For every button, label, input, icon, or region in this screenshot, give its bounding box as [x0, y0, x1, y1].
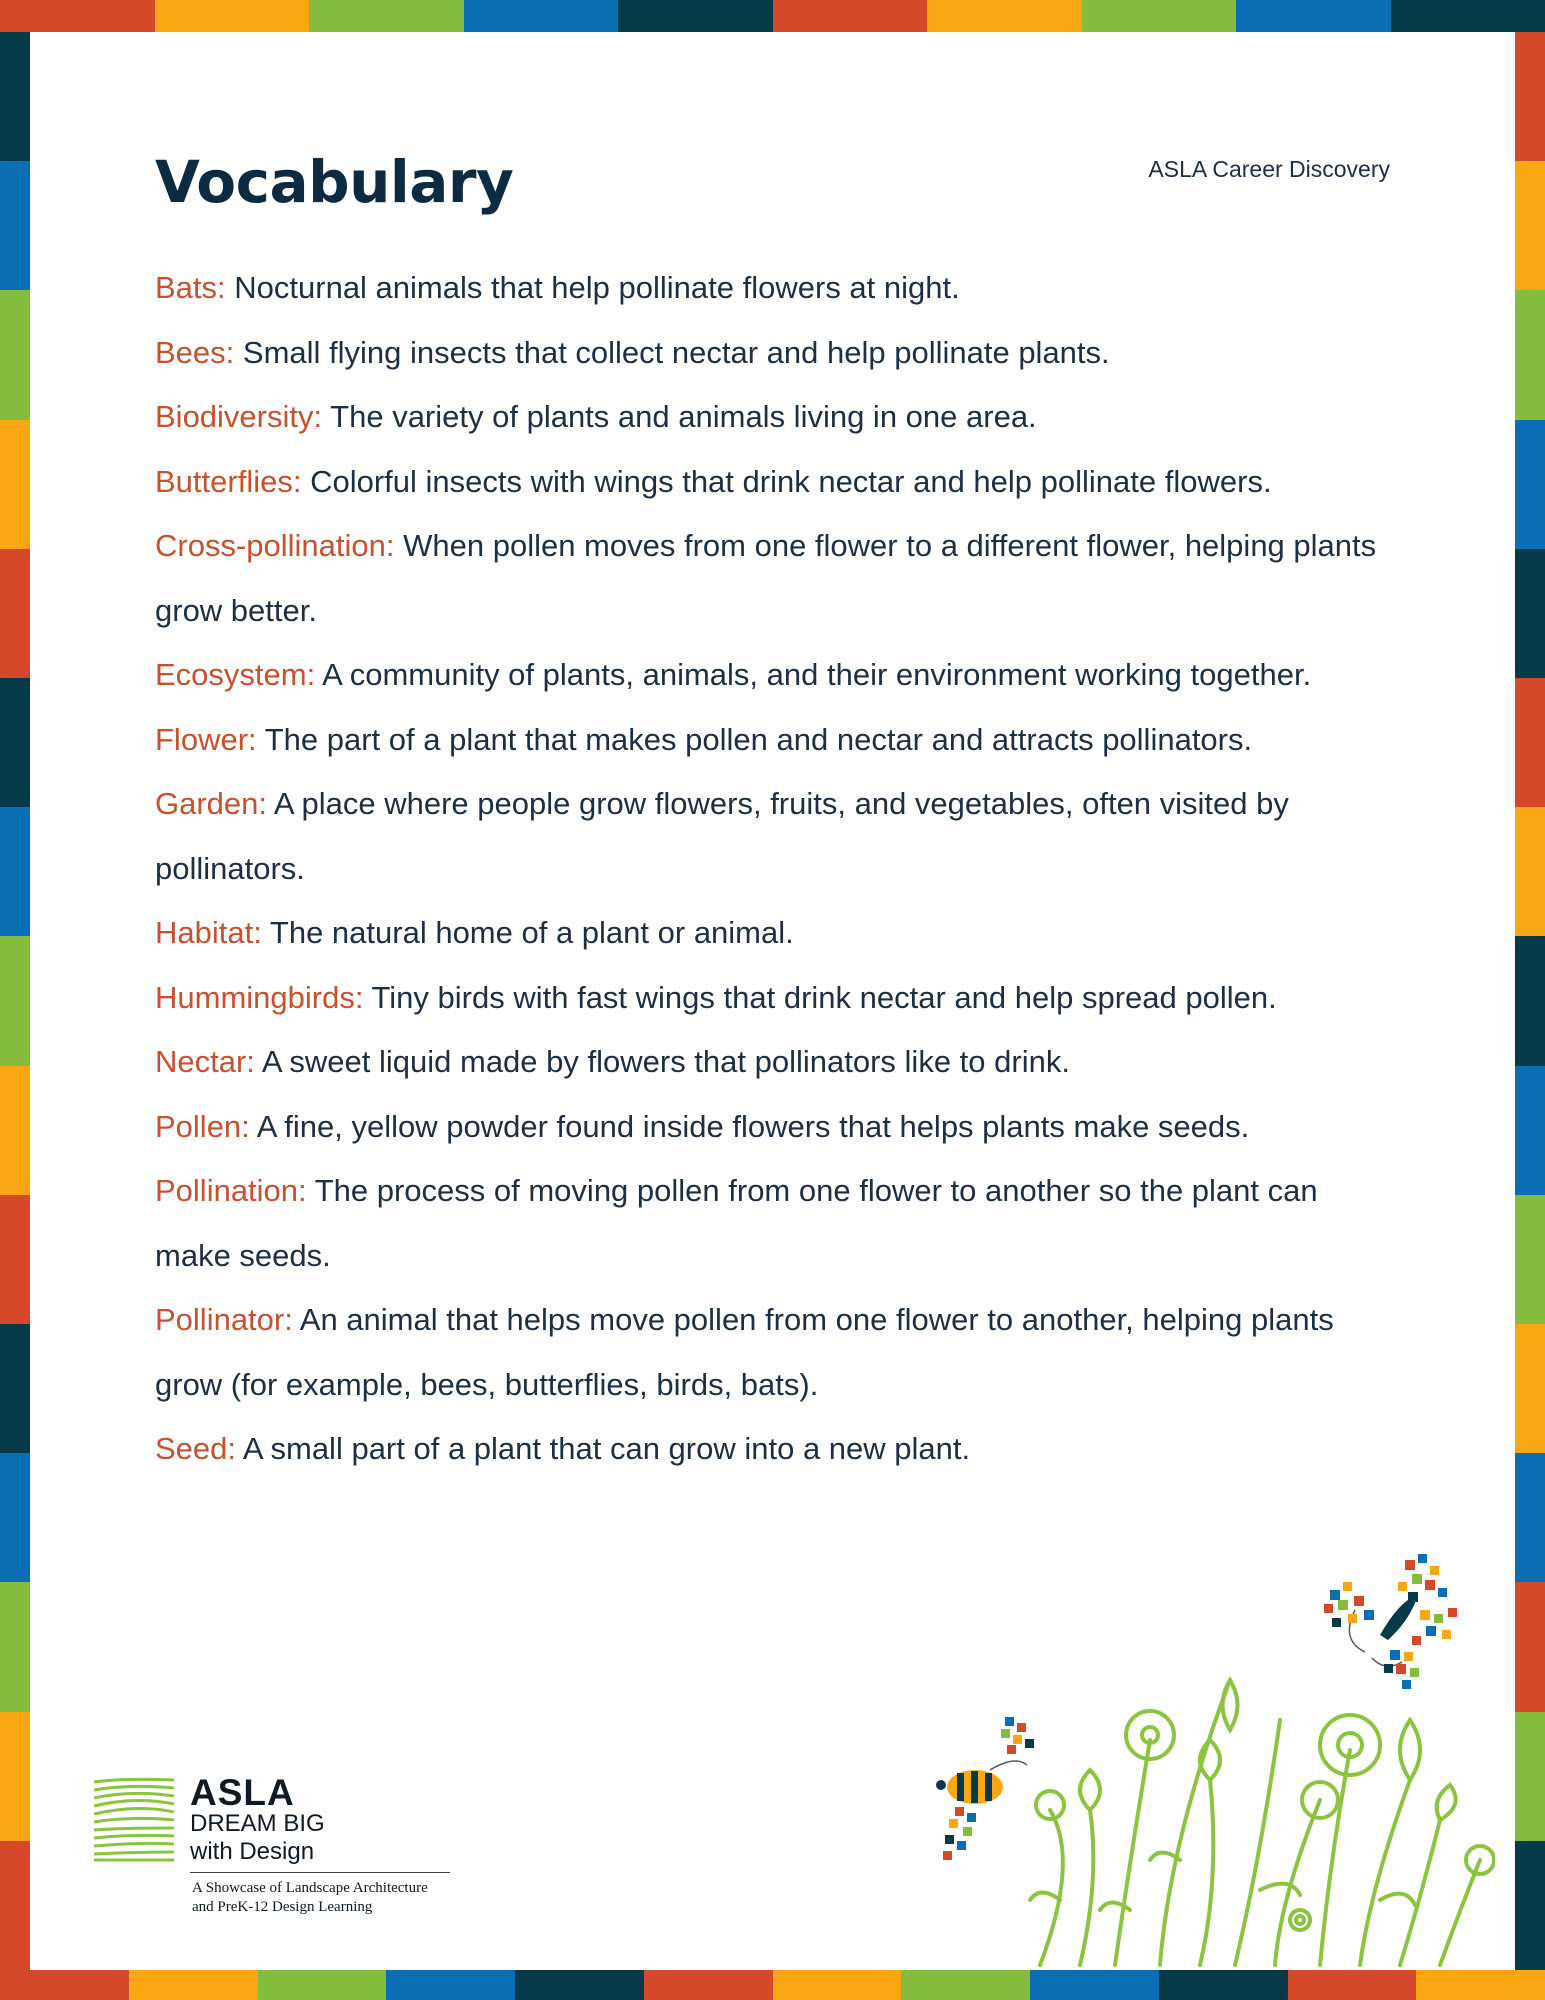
vocab-definition: A place where people grow flowers, fruits, and vegetables, often visited by pollinators.	[155, 786, 1289, 886]
border-right	[1515, 32, 1545, 1970]
vocab-term: Bees:	[155, 334, 235, 370]
vocab-definition: A fine, yellow powder found inside flowers that helps plants make seeds.	[249, 1108, 1250, 1144]
vocab-definition: The natural home of a plant or animal.	[261, 915, 794, 950]
vocab-term: Pollination:	[155, 1173, 307, 1208]
vocab-item	[155, 1288, 1385, 1417]
logo-line-1: DREAM BIG	[190, 1810, 325, 1837]
vocab-definition: The process of moving pollen from one flower to another so the plant can make seeds.	[155, 1173, 1318, 1273]
vocab-definition: A small part of a plant that can grow into a new plant.	[236, 1431, 971, 1466]
vocabulary-list	[155, 256, 1385, 1482]
vocab-item	[155, 385, 1385, 450]
vocab-definition: Tiny birds with fast wings that drink nectar and help spread pollen.	[363, 979, 1277, 1015]
vocab-definition: A community of plants, animals, and their environment working together.	[315, 657, 1312, 692]
vocab-term: Pollen:	[155, 1108, 250, 1144]
vocab-item	[155, 450, 1385, 515]
vocab-term: Bats:	[155, 270, 226, 305]
page-title: Vocabulary	[155, 148, 514, 216]
vocab-item	[155, 514, 1385, 643]
vocab-item	[155, 1030, 1385, 1095]
vocab-term: Biodiversity:	[155, 399, 323, 434]
vocab-item	[155, 643, 1385, 708]
vocab-definition: The part of a plant that makes pollen and nectar and attracts pollinators.	[256, 721, 1253, 757]
vocab-definition: The variety of plants and animals living in one area.	[322, 399, 1037, 434]
vocab-item	[155, 708, 1385, 773]
logo-asla: ASLA	[190, 1772, 295, 1813]
border-top	[0, 0, 1545, 32]
asla-logo	[92, 1772, 472, 1922]
flowers-illustration	[1020, 1660, 1495, 1970]
vocab-item	[155, 321, 1385, 386]
vocab-term: Pollinator:	[155, 1302, 293, 1337]
vocab-item	[155, 256, 1385, 321]
vocab-item	[155, 1095, 1385, 1160]
vocab-item	[155, 1159, 1385, 1288]
logo-tagline-1: A Showcase of Landscape Architecture	[192, 1880, 428, 1896]
vocab-item	[155, 1417, 1385, 1482]
vocab-item	[155, 966, 1385, 1031]
vocab-definition: Small flying insects that collect nectar and help pollinate plants.	[234, 334, 1110, 370]
vocab-term: Flower:	[155, 721, 257, 757]
vocab-term: Cross-pollination:	[155, 528, 395, 563]
border-left	[0, 32, 30, 1970]
vocab-definition: A sweet liquid made by flowers that pollinators like to drink.	[254, 1044, 1070, 1079]
vocab-term: Seed:	[155, 1431, 237, 1466]
vocab-definition: An animal that helps move pollen from one flower to another, helping plants grow (for example, bees, butterflies, birds, bats).	[155, 1302, 1334, 1402]
vocab-term: Ecosystem:	[155, 657, 316, 692]
vocab-term: Habitat:	[155, 915, 262, 950]
logo-tagline-2: and PreK-12 Design Learning	[192, 1899, 373, 1915]
vocab-item	[155, 901, 1385, 966]
border-bottom	[0, 1970, 1545, 2000]
header-tag: ASLA Career Discovery	[1148, 156, 1390, 182]
vocab-definition: Colorful insects with wings that drink nectar and help pollinate flowers.	[301, 463, 1272, 499]
landscape-lines-icon	[92, 1776, 176, 1862]
vocab-definition: When pollen moves from one flower to a different flower, helping plants grow better.	[155, 528, 1377, 628]
vocab-definition: Nocturnal animals that help pollinate flowers at night.	[225, 270, 960, 305]
vocab-term: Garden:	[155, 786, 268, 821]
vocab-term: Hummingbirds:	[155, 979, 364, 1015]
vocab-item	[155, 772, 1385, 901]
vocab-term: Nectar:	[155, 1044, 255, 1079]
logo-divider	[190, 1872, 450, 1873]
vocab-term: Butterflies:	[155, 463, 302, 499]
logo-line-2: with Design	[190, 1838, 315, 1865]
